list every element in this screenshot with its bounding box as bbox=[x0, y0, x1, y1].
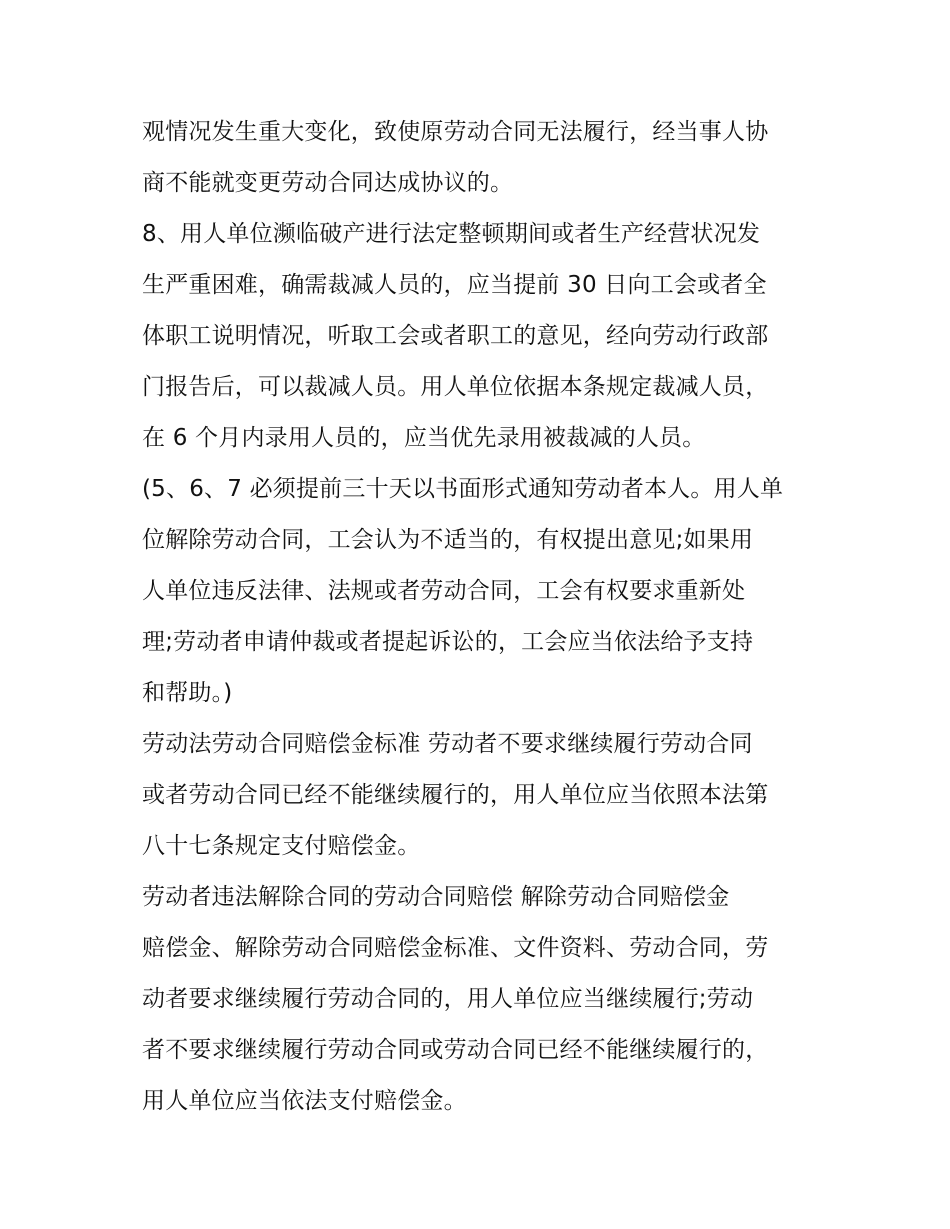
text-line: 商不能就变更劳动合同达成协议的。 bbox=[142, 170, 514, 196]
text-line: (5、6、7 必须提前三十天以书面形式通知劳动者本人。用人单 bbox=[142, 476, 784, 502]
text-line: 8、用人单位濒临破产进行法定整顿期间或者生产经营状况发 bbox=[142, 221, 761, 247]
text-line: 生严重困难，确需裁减人员的，应当提前 30 日向工会或者全 bbox=[142, 272, 767, 298]
text-line: 门报告后，可以裁减人员。用人单位依据本条规定裁减人员， bbox=[142, 374, 769, 400]
text-line: 和帮助。) bbox=[142, 680, 233, 706]
text-line: 理;劳动者申请仲裁或者提起诉讼的，工会应当依法给予支持 bbox=[142, 629, 754, 655]
text-line: 赔偿金、解除劳动合同赔偿金标准、文件资料、劳动合同，劳 bbox=[142, 935, 769, 961]
text-line: 动者要求继续履行劳动合同的，用人单位应当继续履行;劳动 bbox=[142, 986, 754, 1012]
text-line: 劳动法劳动合同赔偿金标准 劳动者不要求继续履行劳动合同 bbox=[142, 731, 753, 757]
text-line: 用人单位应当依法支付赔偿金。 bbox=[142, 1088, 467, 1114]
document-body bbox=[142, 107, 822, 1127]
text-line: 八十七条规定支付赔偿金。 bbox=[142, 833, 421, 859]
text-line: 体职工说明情况，听取工会或者职工的意见，经向劳动行政部 bbox=[142, 323, 769, 349]
text-line: 位解除劳动合同，工会认为不适当的，有权提出意见;如果用 bbox=[142, 527, 754, 553]
text-line: 劳动者违法解除合同的劳动合同赔偿 解除劳动合同赔偿金 bbox=[142, 884, 730, 910]
text-line: 在 6 个月内录用人员的，应当优先录用被裁减的人员。 bbox=[142, 425, 706, 451]
text-line: 人单位违反法律、法规或者劳动合同，工会有权要求重新处 bbox=[142, 578, 746, 604]
text-line: 者不要求继续履行劳动合同或劳动合同已经不能继续履行的， bbox=[142, 1037, 769, 1063]
text-line: 观情况发生重大变化，致使原劳动合同无法履行，经当事人协 bbox=[142, 119, 769, 145]
text-line: 或者劳动合同已经不能继续履行的，用人单位应当依照本法第 bbox=[142, 782, 769, 808]
